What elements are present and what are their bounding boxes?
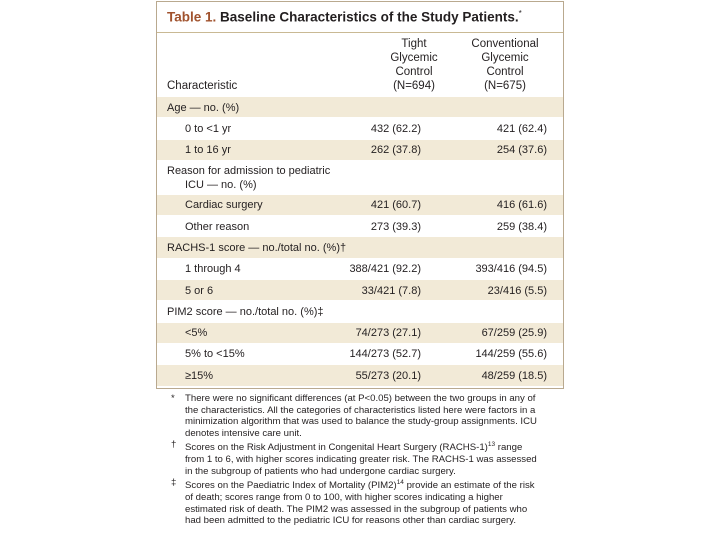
row-label-line: ICU — no. (%) xyxy=(185,178,257,191)
tight-control-header xyxy=(369,37,459,93)
conventional-control-header xyxy=(453,37,557,93)
conventional-value: 144/259 (55.6) xyxy=(475,348,547,361)
footnote-text: There were no significant differences (at P<0.05) between the two groups in any of the characteristics. All the categories of characteristics listed here were factors in a minimization algorithm that was used to balance the study-group assignments. ICU denotes intensive care unit. xyxy=(185,393,537,439)
tight-value: 273 (39.3) xyxy=(370,220,421,233)
footnote-text: Scores on the Risk Adjustment in Congenital Heart Surgery (RACHS-1) xyxy=(185,442,488,454)
footnote-mark: * xyxy=(171,393,175,404)
tight-value: 144/273 (52.7) xyxy=(349,348,421,361)
title-footnote-mark: * xyxy=(518,9,522,18)
header-line: (N=694) xyxy=(393,80,435,92)
footnote xyxy=(171,477,541,527)
table-title-text: Baseline Characteristics of the Study Patients. xyxy=(220,9,519,25)
conventional-value: 48/259 (18.5) xyxy=(481,369,547,382)
footnote-text: provide an estimate of the risk of death; scores range from 0 to 100, with higher scores indicating a higher estimated risk of death. The PIM2 was assessed in the subgroup of patients who had been admitted to the pediatric ICU for reasons other than cardiac surgery. xyxy=(185,480,535,527)
table-row xyxy=(157,160,563,194)
row-label: Age — no. (%) xyxy=(167,101,240,114)
row-label: 5% to <15% xyxy=(185,348,245,361)
row-label: Other reason xyxy=(185,220,250,233)
table-row xyxy=(157,117,563,138)
row-label: RACHS-1 score — no./total no. (%)† xyxy=(167,241,347,254)
footnote-mark: ‡ xyxy=(171,477,177,489)
tight-value: 74/273 (27.1) xyxy=(355,327,421,340)
header-line: Control xyxy=(395,66,433,78)
table-row xyxy=(157,279,563,300)
header-line: Glycemic xyxy=(390,52,438,64)
table-row xyxy=(157,139,563,160)
header-line: Glycemic xyxy=(481,52,529,64)
row-label: 5 or 6 xyxy=(185,284,214,297)
table-row xyxy=(157,300,563,321)
row-label xyxy=(167,164,367,192)
conventional-value: 393/416 (94.5) xyxy=(475,263,547,276)
tight-value: 388/421 (92.2) xyxy=(349,263,421,276)
footnote-mark: † xyxy=(171,439,177,451)
table-row xyxy=(157,215,563,236)
row-label: 1 through 4 xyxy=(185,263,241,276)
conventional-value: 67/259 (25.9) xyxy=(481,327,547,340)
row-label: Cardiac surgery xyxy=(185,199,263,212)
conventional-value: 259 (38.4) xyxy=(496,220,547,233)
table-row xyxy=(157,364,563,385)
header-line: Control xyxy=(486,66,524,78)
table-row xyxy=(157,236,563,257)
tight-value: 33/421 (7.8) xyxy=(361,284,421,297)
tight-value: 55/273 (20.1) xyxy=(355,369,421,382)
row-label: ≥15% xyxy=(185,369,214,382)
conventional-value: 254 (37.6) xyxy=(496,144,547,157)
tight-value: 421 (60.7) xyxy=(370,199,421,212)
row-label: 1 to 16 yr xyxy=(185,144,231,157)
table-row xyxy=(157,96,563,117)
conventional-value: 416 (61.6) xyxy=(496,199,547,212)
table-title-bar xyxy=(157,2,563,33)
footnote-text: range from 1 to 6, with higher scores indicating greater risk. The RACHS-1 was assessed in the subgroup of patients who had undergone cardiac surgery. xyxy=(185,442,537,477)
header-line: Tight xyxy=(401,38,427,50)
row-label: <5% xyxy=(185,327,208,340)
footnote xyxy=(171,439,541,477)
reference-number: 13 xyxy=(487,441,496,449)
table-row xyxy=(157,258,563,279)
table-row xyxy=(157,343,563,364)
footnote xyxy=(171,393,541,439)
tight-value: 432 (62.2) xyxy=(370,122,421,135)
table-body xyxy=(157,96,563,386)
table-row xyxy=(157,322,563,343)
table-row xyxy=(157,194,563,215)
row-label-line: Reason for admission to pediatric xyxy=(167,164,331,177)
footnote-text: Scores on the Paediatric Index of Mortality (PIM2) xyxy=(185,480,397,492)
header-line: Conventional xyxy=(471,38,539,50)
conventional-value: 421 (62.4) xyxy=(496,122,547,135)
baseline-characteristics-table xyxy=(156,1,564,389)
header-line: (N=675) xyxy=(484,80,526,92)
row-label: PIM2 score — no./total no. (%)‡ xyxy=(167,305,324,318)
row-label: 0 to <1 yr xyxy=(185,122,232,135)
tight-value: 262 (37.8) xyxy=(370,144,421,157)
table-title xyxy=(167,9,522,25)
conventional-value: 23/416 (5.5) xyxy=(487,284,547,297)
reference-number: 14 xyxy=(396,479,404,487)
table-number: Table 1. xyxy=(167,9,217,25)
table-footnotes xyxy=(171,393,541,527)
characteristic-header: Characteristic xyxy=(167,80,238,92)
